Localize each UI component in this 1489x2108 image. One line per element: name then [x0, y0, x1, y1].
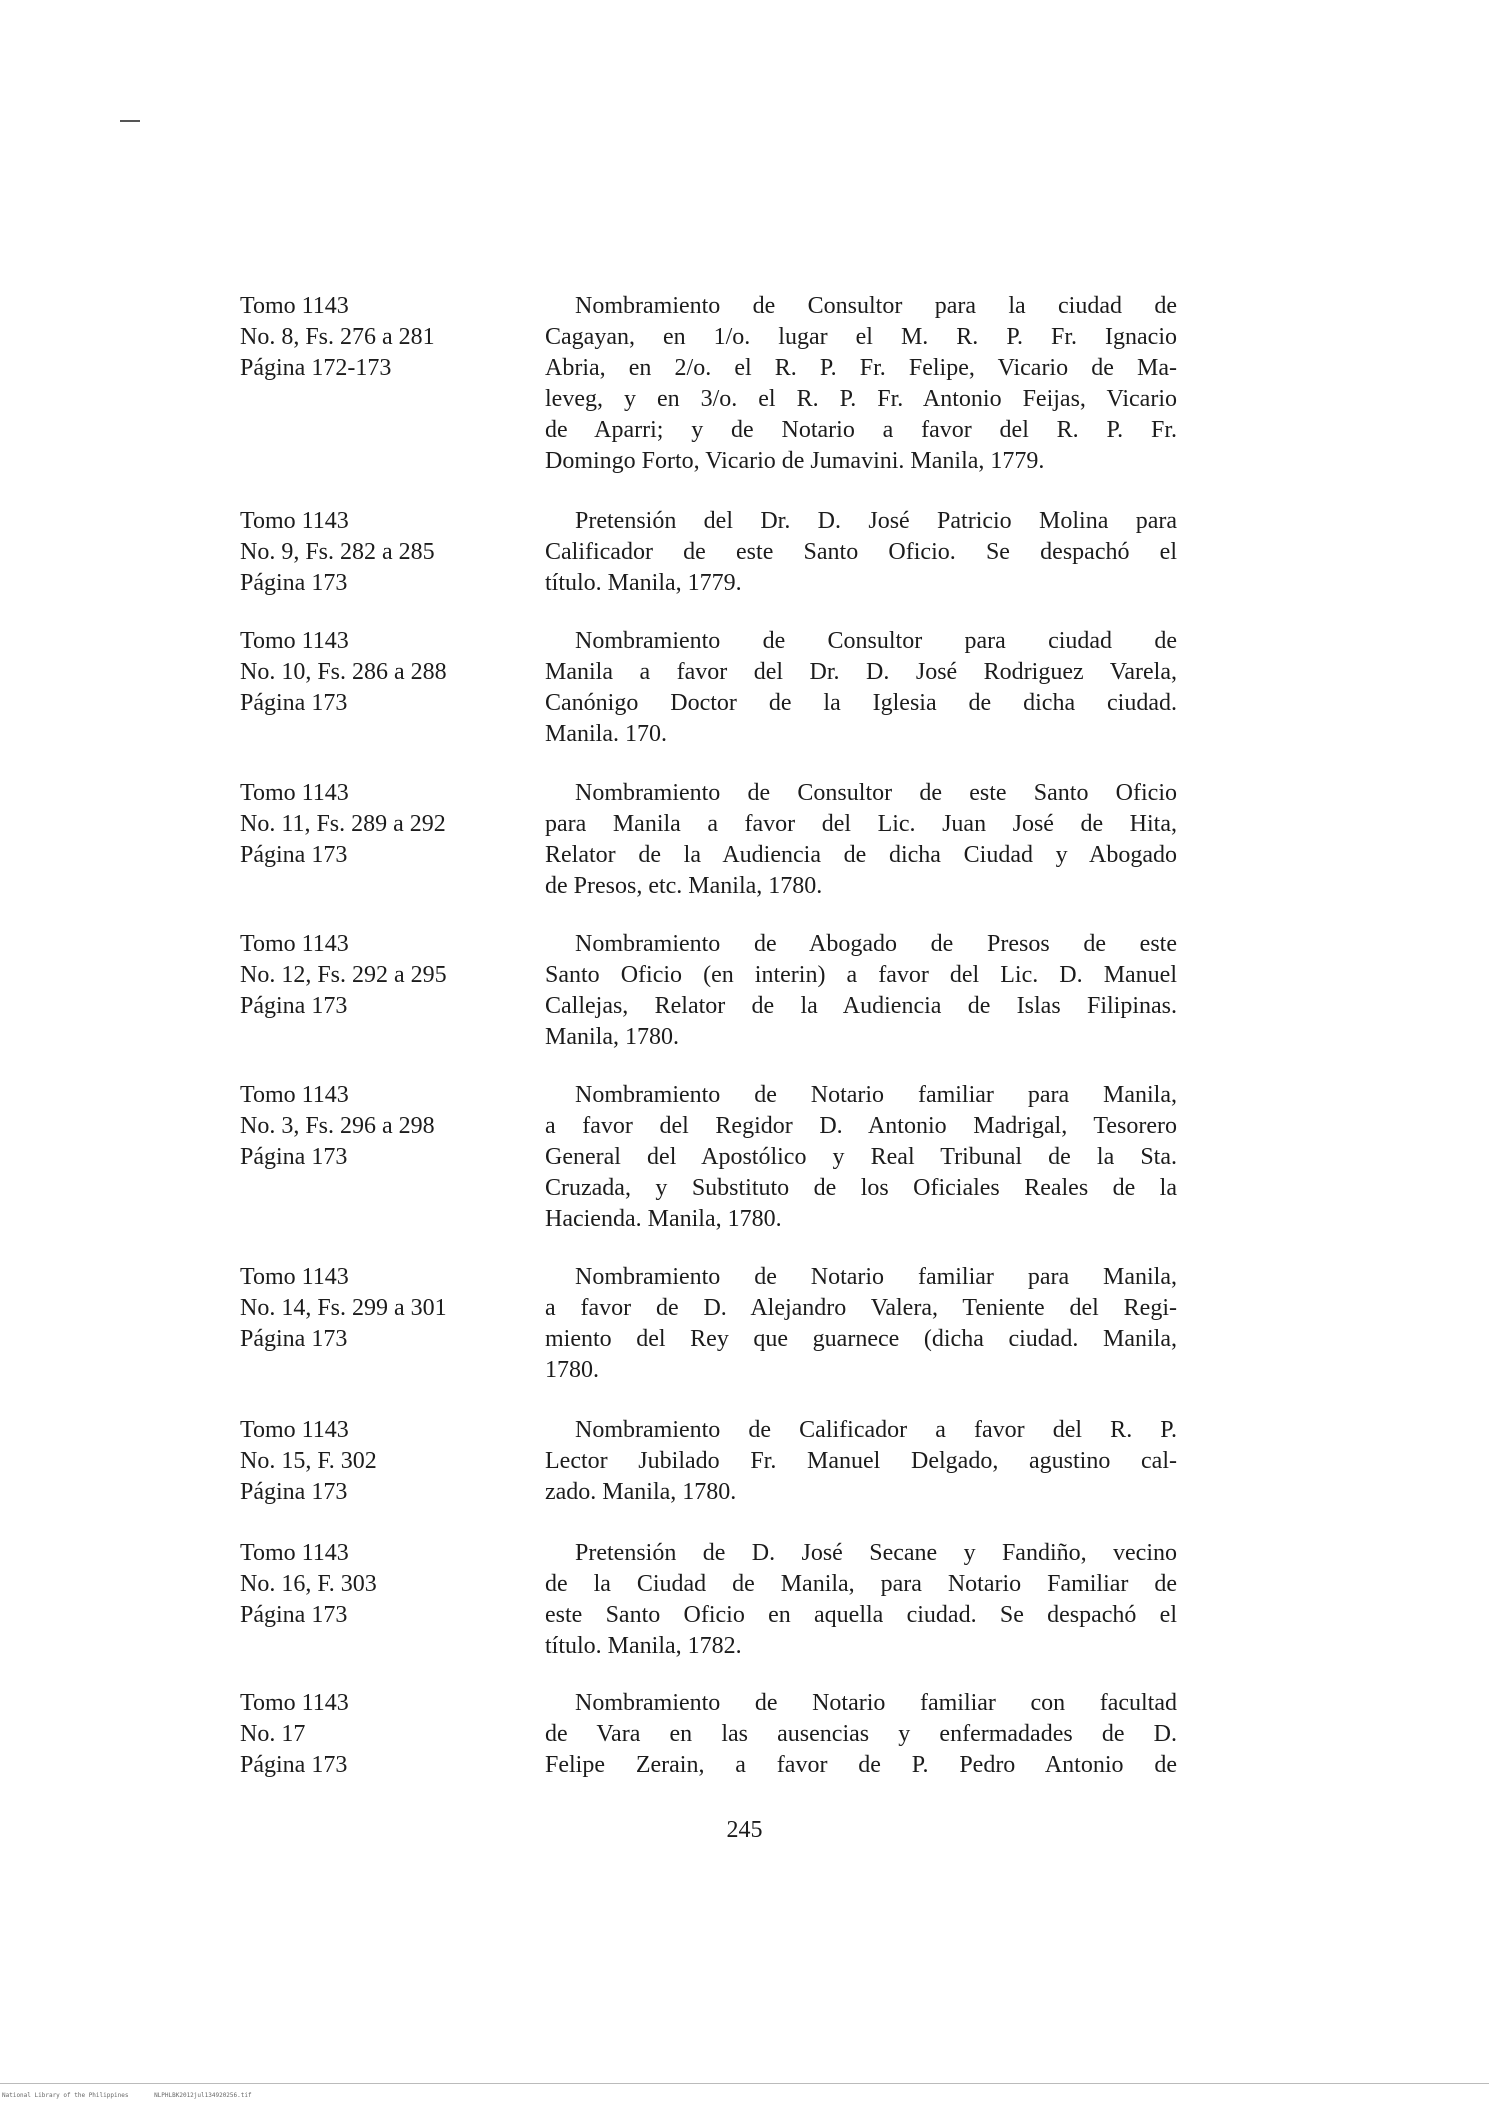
reference-line: Tomo 1143 — [240, 508, 349, 534]
description-line: Felipe Zerain, a favor de P. Pedro Antonio de — [545, 1752, 1177, 1778]
entry-reference — [240, 1262, 540, 1355]
description-line: Cruzada, y Substituto de los Oficiales Reales de la — [545, 1175, 1177, 1201]
entry-reference — [240, 1415, 540, 1508]
reference-line: Tomo 1143 — [240, 1264, 349, 1290]
entry-description — [545, 1415, 1177, 1508]
reference-line: Página 173 — [240, 690, 348, 716]
reference-line: Página 173 — [240, 1144, 348, 1170]
entry-reference — [240, 1538, 540, 1631]
description-line: Nombramiento de Consultor para la ciudad de — [575, 293, 1177, 319]
reference-line: Página 173 — [240, 993, 348, 1019]
description-line: Calificador de este Santo Oficio. Se despachó el — [545, 539, 1177, 565]
scan-footer — [2, 2092, 274, 2099]
description-line: de la Ciudad de Manila, para Notario Familiar de — [545, 1571, 1177, 1597]
description-line: para Manila a favor del Lic. Juan José de Hita, — [545, 811, 1177, 837]
reference-line: Tomo 1143 — [240, 293, 349, 319]
description-line: Nombramiento de Abogado de Presos de este — [575, 931, 1177, 957]
entry-description — [545, 929, 1177, 1053]
scan-bottom-rule — [0, 2083, 1489, 2084]
entry-reference — [240, 291, 540, 384]
description-line: Canónigo Doctor de la Iglesia de dicha ciudad. — [545, 690, 1177, 716]
description-line: de Vara en las ausencias y enfermadades de D. — [545, 1721, 1177, 1747]
description-line: Nombramiento de Consultor de este Santo Oficio — [575, 780, 1177, 806]
description-line: Cagayan, en 1/o. lugar el M. R. P. Fr. Ignacio — [545, 324, 1177, 350]
entry-description — [545, 506, 1177, 599]
description-line: Nombramiento de Calificador a favor del R. P. — [575, 1417, 1177, 1443]
description-line: Manila a favor del Dr. D. José Rodriguez Varela, — [545, 659, 1177, 685]
description-line: Relator de la Audiencia de dicha Ciudad y Abogado — [545, 842, 1177, 868]
description-line: miento del Rey que guarnece (dicha ciudad. Manila, — [545, 1326, 1177, 1352]
description-line: 1780. — [545, 1357, 599, 1383]
description-line: Nombramiento de Notario familiar para Manila, — [575, 1264, 1177, 1290]
description-line: Nombramiento de Consultor para ciudad de — [575, 628, 1177, 654]
entry-description — [545, 1538, 1177, 1662]
description-line: Nombramiento de Notario familiar para Manila, — [575, 1082, 1177, 1108]
reference-line: No. 8, Fs. 276 a 281 — [240, 324, 435, 350]
reference-line: Tomo 1143 — [240, 628, 349, 654]
entry-reference — [240, 778, 540, 871]
reference-line: Tomo 1143 — [240, 931, 349, 957]
reference-line: No. 9, Fs. 282 a 285 — [240, 539, 435, 565]
reference-line: Página 173 — [240, 1326, 348, 1352]
reference-line: No. 14, Fs. 299 a 301 — [240, 1295, 447, 1321]
description-line: Hacienda. Manila, 1780. — [545, 1206, 782, 1232]
description-line: Abria, en 2/o. el R. P. Fr. Felipe, Vicario de Ma- — [545, 355, 1177, 381]
entry-reference — [240, 929, 540, 1022]
description-line: zado. Manila, 1780. — [545, 1479, 737, 1505]
entry-description — [545, 1262, 1177, 1386]
entry-description — [545, 626, 1177, 750]
description-line: a favor de D. Alejandro Valera, Teniente del Regi- — [545, 1295, 1177, 1321]
description-line: de Presos, etc. Manila, 1780. — [545, 873, 823, 899]
margin-dash — [120, 120, 140, 122]
entry-description — [545, 291, 1177, 477]
reference-line: Tomo 1143 — [240, 1417, 349, 1443]
description-line: Lector Jubilado Fr. Manuel Delgado, agustino cal- — [545, 1448, 1177, 1474]
reference-line: Página 173 — [240, 1479, 348, 1505]
reference-line: Página 173 — [240, 842, 348, 868]
description-line: título. Manila, 1779. — [545, 570, 742, 596]
entry-reference — [240, 1080, 540, 1173]
reference-line: Página 173 — [240, 1752, 348, 1778]
reference-line: Tomo 1143 — [240, 1690, 349, 1716]
entry-reference — [240, 506, 540, 599]
reference-line: Página 173 — [240, 1602, 348, 1628]
reference-line: No. 16, F. 303 — [240, 1571, 377, 1597]
reference-line: No. 12, Fs. 292 a 295 — [240, 962, 447, 988]
description-line: Nombramiento de Notario familiar con facultad — [575, 1690, 1177, 1716]
reference-line: No. 10, Fs. 286 a 288 — [240, 659, 447, 685]
description-line: leveg, y en 3/o. el R. P. Fr. Antonio Feijas, Vicario — [545, 386, 1177, 412]
description-line: Callejas, Relator de la Audiencia de Islas Filipinas. — [545, 993, 1177, 1019]
reference-line: No. 11, Fs. 289 a 292 — [240, 811, 446, 837]
footer-file: NLPHLBK2012jul134920256.tif — [154, 2092, 252, 2099]
reference-line: Tomo 1143 — [240, 1082, 349, 1108]
description-line: Domingo Forto, Vicario de Jumavini. Manila, 1779. — [545, 448, 1045, 474]
description-line: este Santo Oficio en aquella ciudad. Se despachó el — [545, 1602, 1177, 1628]
reference-line: Página 172-173 — [240, 355, 392, 381]
reference-line: No. 15, F. 302 — [240, 1448, 377, 1474]
description-line: a favor del Regidor D. Antonio Madrigal, Tesorero — [545, 1113, 1177, 1139]
description-line: Santo Oficio (en interin) a favor del Lic. D. Manuel — [545, 962, 1177, 988]
description-line: General del Apostólico y Real Tribunal de la Sta. — [545, 1144, 1177, 1170]
description-line: Manila. 170. — [545, 721, 667, 747]
reference-line: Página 173 — [240, 570, 348, 596]
description-line: Manila, 1780. — [545, 1024, 679, 1050]
reference-line: No. 17 — [240, 1721, 306, 1747]
entry-description — [545, 1688, 1177, 1781]
entry-reference — [240, 626, 540, 719]
reference-line: Tomo 1143 — [240, 1540, 349, 1566]
entry-description — [545, 1080, 1177, 1235]
page-number: 245 — [726, 1817, 763, 1843]
description-line: de Aparri; y de Notario a favor del R. P. Fr. — [545, 417, 1177, 443]
reference-line: No. 3, Fs. 296 a 298 — [240, 1113, 435, 1139]
description-line: Pretensión de D. José Secane y Fandiño, vecino — [575, 1540, 1177, 1566]
description-line: título. Manila, 1782. — [545, 1633, 742, 1659]
entry-reference — [240, 1688, 540, 1781]
footer-library: National Library of the Philippines — [2, 2092, 129, 2099]
description-line: Pretensión del Dr. D. José Patricio Molina para — [575, 508, 1177, 534]
entry-description — [545, 778, 1177, 902]
reference-line: Tomo 1143 — [240, 780, 349, 806]
